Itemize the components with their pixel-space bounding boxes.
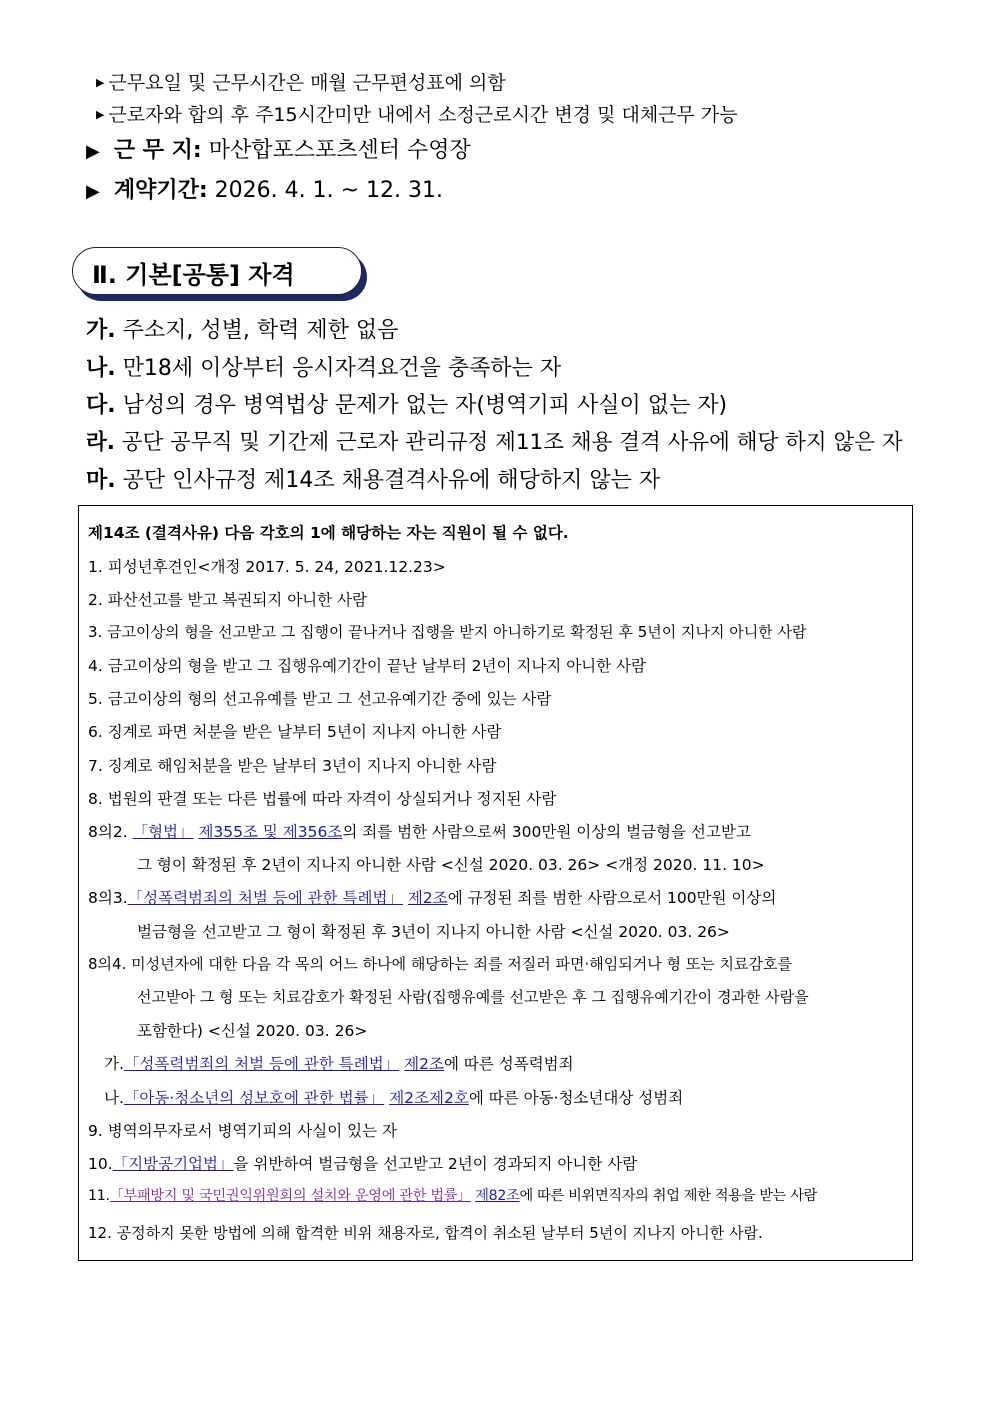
rule-subitem: 나.「아동·청소년의 성보호에 관한 법률」 제2조제2호에 따른 아동·청소년대상 성범죄: [104, 1089, 684, 1107]
law-link[interactable]: 「형법」: [132, 823, 194, 841]
article-link[interactable]: 제2조: [407, 889, 448, 907]
arrow-bullet-icon: ▶: [86, 181, 100, 202]
rule-item: 6. 징계로 파면 처분을 받은 날부터 5년이 지나지 아니한 사람: [88, 723, 502, 741]
law-link[interactable]: 「아동·청소년의 성보호에 관한 법률」: [123, 1089, 385, 1107]
qualification-item: 마. 공단 인사규정 제14조 채용결격사유에 해당하지 않는 자: [86, 468, 661, 493]
arrow-bullet-icon: ▶: [86, 141, 100, 162]
rule-item: 5. 금고이상의 형의 선고유예를 받고 그 선고유예기간 중에 있는 사람: [88, 690, 552, 708]
rule-item: 8. 법원의 판결 또는 다른 법률에 따라 자격이 상실되거나 정지된 사람: [88, 790, 557, 808]
law-link[interactable]: 「부패방지 및 국민권익위원회의 설치와 운영에 관한 법률」: [109, 1188, 472, 1204]
contract-period-label: 계약기간:: [113, 178, 208, 203]
disqualification-rule-box: [78, 505, 913, 1261]
workplace-line: [86, 133, 471, 164]
rule-item-continuation: 선고받아 그 형 또는 치료감호가 확정된 사람(집행유예를 선고받은 후 그 집행유예기간이 경과한 사람을: [137, 988, 809, 1006]
rule-item: 2. 파산선고를 받고 복권되지 아니한 사람: [88, 591, 367, 609]
rule-heading: 제14조 (결격사유) 다음 각호의 1에 해당하는 자는 직원이 될 수 없다.: [88, 524, 569, 542]
article-link[interactable]: 제355조 및 제356조: [198, 823, 343, 841]
rule-item: 1. 피성년후견인<개정 2017. 5. 24, 2021.12.23>: [88, 558, 446, 576]
law-link[interactable]: 「성폭력범죄의 처벌 등에 관한 특례법」: [127, 889, 403, 907]
section-title: Ⅱ. 기본[공통] 자격: [92, 261, 295, 289]
qualification-item: 나. 만18세 이상부터 응시자격요건을 충족하는 자: [86, 356, 562, 381]
rule-item: 9. 병역의무자로서 병역기피의 사실이 있는 자: [88, 1122, 397, 1140]
qualification-item: 가. 주소지, 성별, 학력 제한 없음: [86, 318, 399, 343]
schedule-note: ▶ 근무요일 및 근무시간은 매월 근무편성표에 의함: [96, 72, 506, 94]
article-link[interactable]: 제2조제2호: [389, 1089, 469, 1107]
law-link[interactable]: 「지방공기업법」: [112, 1155, 234, 1173]
rule-item: 8의3.「성폭력범죄의 처벌 등에 관한 특례법」 제2조에 규정된 죄를 범한 사람으로서 100만원 이상의: [88, 889, 777, 907]
article-link[interactable]: 제82조: [475, 1188, 520, 1204]
workplace-value: 마산합포스포츠센터 수영장: [208, 138, 471, 163]
rule-item: 12. 공정하지 못한 방법에 의해 합격한 비위 채용자로, 합격이 취소된 날부터 5년이 지나지 아니한 사람.: [88, 1224, 763, 1242]
rule-item: 8의4. 미성년자에 대한 다음 각 목의 어느 하나에 해당하는 죄를 저질러 파면·해임되거나 형 또는 치료감호를: [88, 955, 792, 973]
rule-item: 11.「부패방지 및 국민권익위원회의 설치와 운영에 관한 법률」 제82조에 따른 비위면직자의 취업 제한 적용을 받는 사람: [88, 1188, 818, 1204]
law-link[interactable]: 「성폭력범죄의 처벌 등에 관한 특례법」: [123, 1055, 400, 1073]
rule-item: 4. 금고이상의 형을 받고 그 집행유예기간이 끝난 날부터 2년이 지나지 아니한 사람: [88, 657, 646, 675]
rule-item-continuation: 그 형이 확정된 후 2년이 지나지 아니한 사람 <신설 2020. 03. 26> <개정 2020. 11. 10>: [137, 856, 765, 874]
rule-item: 7. 징계로 해임처분을 받은 날부터 3년이 지나지 아니한 사람: [88, 757, 497, 775]
rule-item: 8의2. 「형법」 제355조 및 제356조의 죄를 범한 사람으로써 300만원 이상의 벌금형을 선고받고: [88, 823, 751, 841]
hours-note: ▶ 근로자와 합의 후 주15시간미만 내에서 소정근로시간 변경 및 대체근무 가능: [96, 104, 738, 126]
rule-item: 10.「지방공기업법」을 위반하여 벌금형을 선고받고 2년이 경과되지 아니한 사람: [88, 1155, 638, 1173]
contract-period-line: [86, 173, 443, 204]
contract-period-value: 2026. 4. 1. ~ 12. 31.: [214, 178, 443, 203]
workplace-label: 근 무 지:: [113, 138, 202, 163]
bullet-triangle-icon: ▶: [96, 108, 105, 121]
rule-subitem: 가.「성폭력범죄의 처벌 등에 관한 특례법」 제2조에 따른 성폭력범죄: [104, 1055, 574, 1073]
bullet-triangle-icon: ▶: [96, 76, 105, 89]
qualification-item: 라. 공단 공무직 및 기간제 근로자 관리규정 제11조 채용 결격 사유에 해당 하지 않은 자: [86, 430, 903, 455]
rule-item-continuation: 포함한다) <신설 2020. 03. 26>: [137, 1022, 368, 1040]
qualification-item: 다. 남성의 경우 병역법상 문제가 없는 자(병역기피 사실이 없는 자): [86, 393, 728, 418]
rule-item: 3. 금고이상의 형을 선고받고 그 집행이 끝나거나 집행을 받지 아니하기로 확정된 후 5년이 지나지 아니한 사람: [88, 623, 807, 641]
rule-item-continuation: 벌금형을 선고받고 그 형이 확정된 후 3년이 지나지 아니한 사람 <신설 2020. 03. 26>: [137, 923, 730, 941]
article-link[interactable]: 제2조: [404, 1055, 444, 1073]
